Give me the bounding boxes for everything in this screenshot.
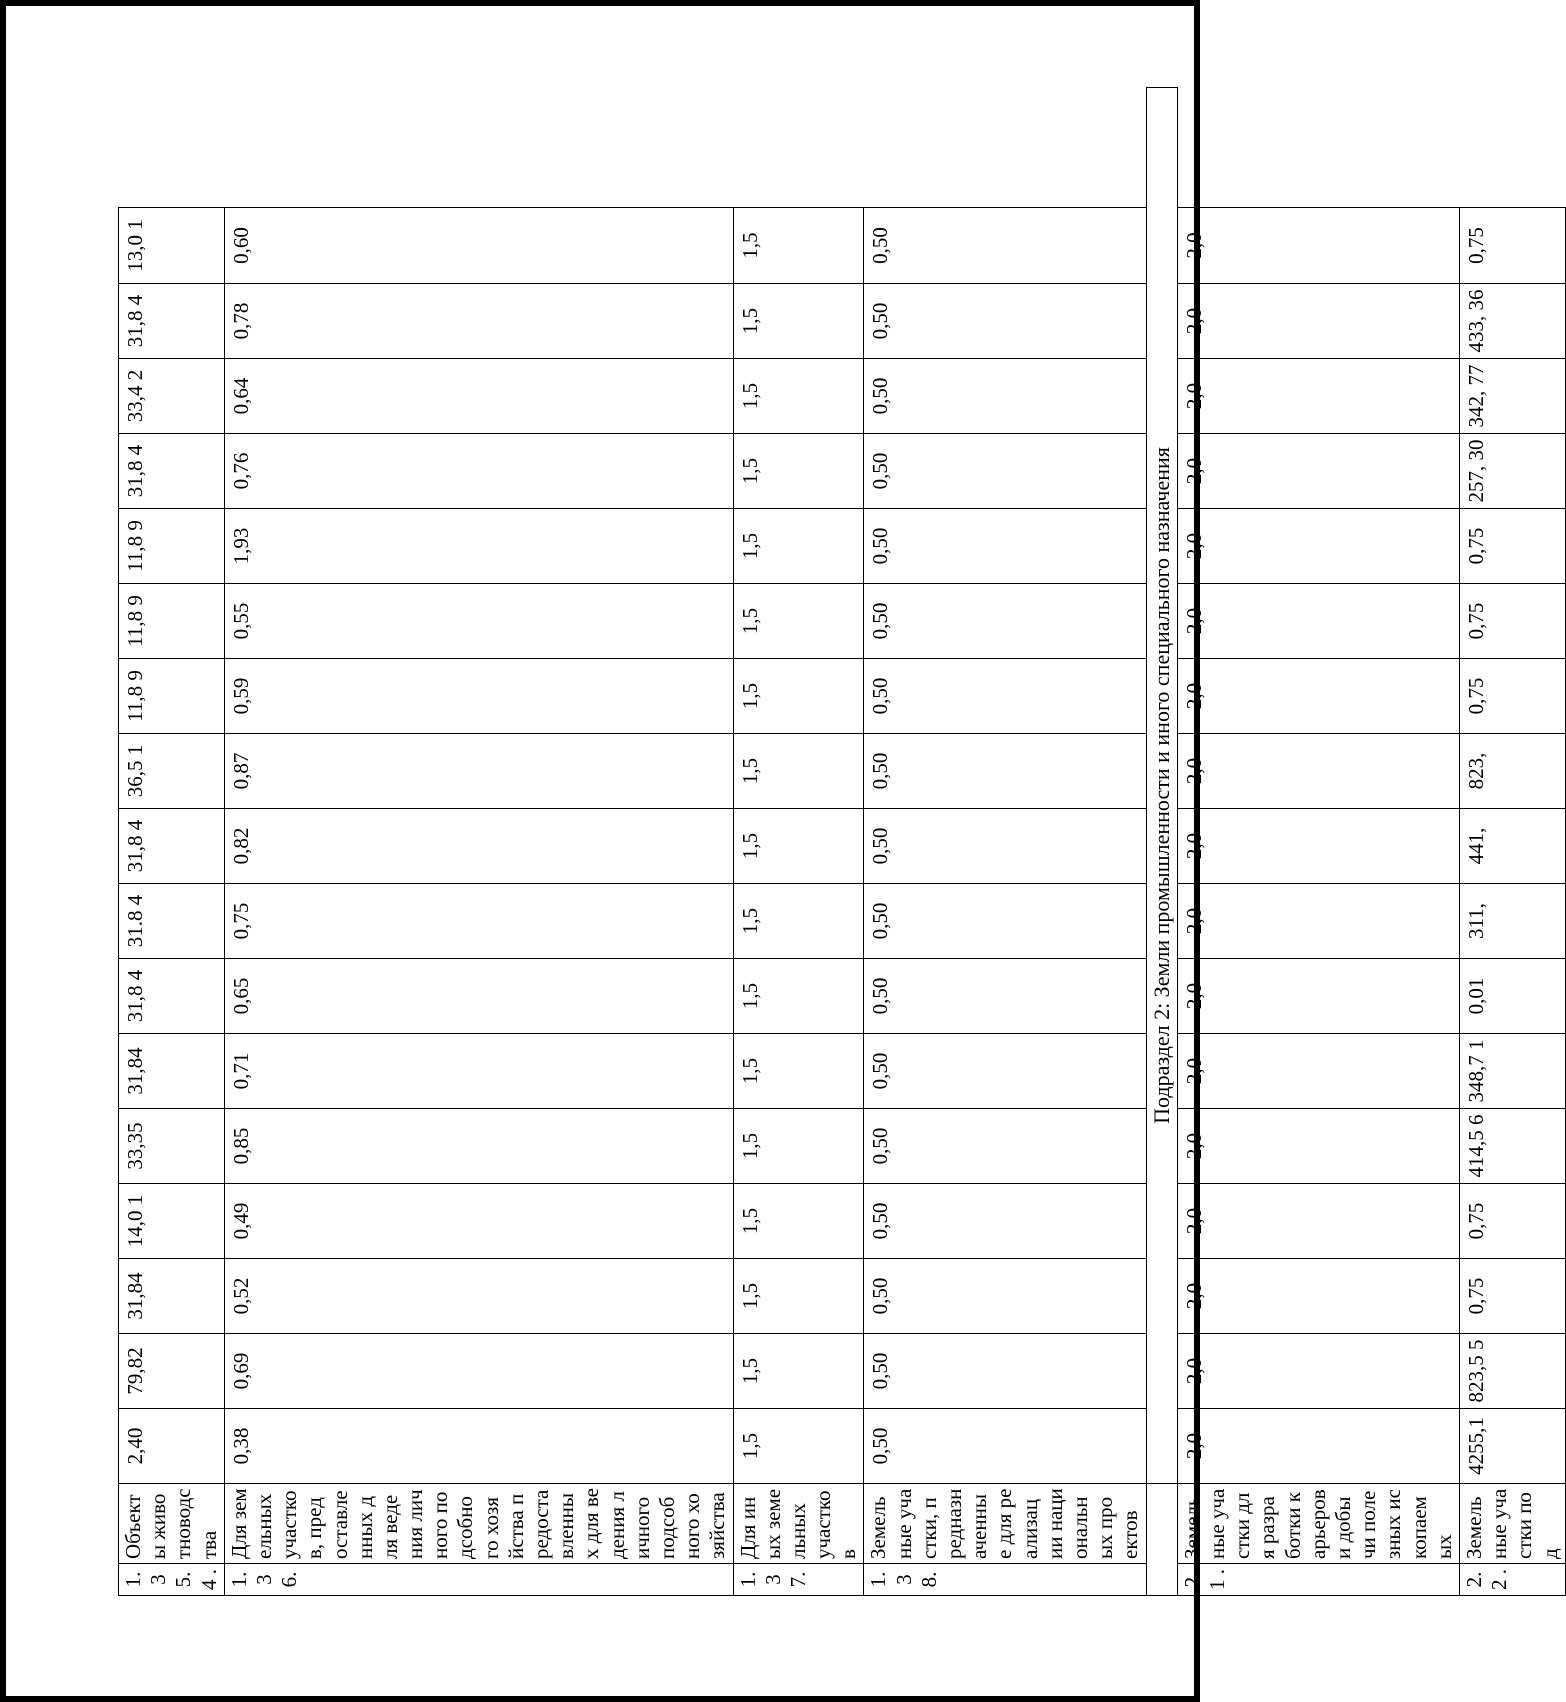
value-cell: 2,0 — [1177, 734, 1459, 809]
row-number: 1.3 8. — [864, 1564, 1146, 1596]
row-name: Земельные участки под — [1459, 1484, 1565, 1564]
value-cell: 0,75 — [1459, 1184, 1565, 1259]
row-number: 1.3 7. — [733, 1564, 864, 1596]
value-cell: 0,50 — [864, 959, 1146, 1034]
value-cell: 33,35 — [119, 1109, 225, 1184]
value-cell: 13,0 1 — [119, 208, 225, 284]
value-cell: 2,0 — [1177, 359, 1459, 434]
value-cell: 1,5 — [733, 884, 864, 959]
value-cell: 1,5 — [733, 1259, 864, 1334]
value-cell: 11,8 9 — [119, 509, 225, 584]
value-cell: 2,0 — [1177, 1184, 1459, 1259]
value-cell: 257, 30 — [1459, 434, 1565, 509]
value-cell: 0,50 — [864, 284, 1146, 359]
value-cell: 0,50 — [864, 734, 1146, 809]
table-row — [1459, 88, 1565, 1596]
value-cell: 1,5 — [733, 359, 864, 434]
value-cell: 1,5 — [733, 659, 864, 734]
value-cell: 0,75 — [224, 884, 733, 959]
value-cell: 0,50 — [864, 509, 1146, 584]
value-cell: 11,8 9 — [119, 659, 225, 734]
value-cell: 0,50 — [864, 359, 1146, 434]
value-cell: 441, — [1459, 809, 1565, 884]
value-cell: 823, — [1459, 734, 1565, 809]
value-cell: 31.8 4 — [119, 884, 225, 959]
value-cell: 2,0 — [1177, 509, 1459, 584]
value-cell: 433, 36 — [1459, 284, 1565, 359]
value-cell: 0,85 — [224, 1109, 733, 1184]
value-cell: 1,5 — [733, 959, 864, 1034]
value-cell: 0,75 — [1459, 208, 1565, 284]
value-cell: 33,4 2 — [119, 359, 225, 434]
value-cell: 1,93 — [224, 509, 733, 584]
value-cell: 342, 77 — [1459, 359, 1565, 434]
value-cell: 2,0 — [1177, 208, 1459, 284]
value-cell: 0,50 — [864, 434, 1146, 509]
row-name: Для иных земельных участков — [733, 1484, 864, 1564]
table-row — [733, 88, 864, 1596]
value-cell: 36,5 1 — [119, 734, 225, 809]
tariff-table — [118, 87, 1566, 1596]
value-cell: 0,50 — [864, 1334, 1146, 1409]
value-cell: 0,76 — [224, 434, 733, 509]
value-cell: 1,5 — [733, 1034, 864, 1109]
value-cell: 0,75 — [1459, 584, 1565, 659]
value-cell: 0,50 — [864, 1259, 1146, 1334]
value-cell: 0,50 — [864, 208, 1146, 284]
row-name: Для земельных участков, предоставленных для ведения личного подсобного хозяйства предоставленных для ведения личного подсобного хозяйства — [224, 1484, 733, 1564]
value-cell: 0,38 — [224, 1409, 733, 1484]
value-cell: 1,5 — [733, 1334, 864, 1409]
value-cell: 31,8 4 — [119, 809, 225, 884]
value-cell: 1,5 — [733, 284, 864, 359]
rotated-table-container — [118, 88, 1562, 1596]
value-cell: 1,5 — [733, 509, 864, 584]
value-cell: 31,84 — [119, 1034, 225, 1109]
value-cell: 348,7 1 — [1459, 1034, 1565, 1109]
value-cell: 0,50 — [864, 1184, 1146, 1259]
value-cell: 823,5 5 — [1459, 1334, 1565, 1409]
value-cell: 1,5 — [733, 434, 864, 509]
value-cell: 0,75 — [1459, 509, 1565, 584]
value-cell: 4255,1 — [1459, 1409, 1565, 1484]
row-number: 1.3 6. — [224, 1564, 733, 1596]
value-cell: 0,87 — [224, 734, 733, 809]
value-cell: 0,49 — [224, 1184, 733, 1259]
section-header-row — [1146, 88, 1177, 1596]
value-cell: 1,5 — [733, 584, 864, 659]
table-row — [1177, 88, 1459, 1596]
row-number: 1.3 5.4 . — [119, 1564, 225, 1596]
value-cell: 2,0 — [1177, 284, 1459, 359]
row-number: 2.2 . — [1459, 1564, 1565, 1596]
section-header-spacer — [1146, 1484, 1177, 1596]
value-cell: 31,8 4 — [119, 284, 225, 359]
value-cell: 0,75 — [1459, 659, 1565, 734]
value-cell: 0,71 — [224, 1034, 733, 1109]
table-row — [864, 88, 1146, 1596]
value-cell: 0,78 — [224, 284, 733, 359]
value-cell: 31,8 4 — [119, 959, 225, 1034]
value-cell: 79,82 — [119, 1334, 225, 1409]
value-cell: 1,5 — [733, 1409, 864, 1484]
value-cell: 2,0 — [1177, 959, 1459, 1034]
value-cell: 0,65 — [224, 959, 733, 1034]
value-cell: 31,8 4 — [119, 434, 225, 509]
value-cell: 311, — [1459, 884, 1565, 959]
value-cell: 0,60 — [224, 208, 733, 284]
value-cell: 1,5 — [733, 208, 864, 284]
row-number: 2.1 . — [1177, 1564, 1459, 1596]
value-cell: 0,50 — [864, 884, 1146, 959]
value-cell: 2,0 — [1177, 1109, 1459, 1184]
value-cell: 0,50 — [864, 1109, 1146, 1184]
value-cell: 11,8 9 — [119, 584, 225, 659]
row-name: Земельные участки для разработки карьеров и добычи полезных ископаемых — [1177, 1484, 1459, 1564]
value-cell: 31,84 — [119, 1259, 225, 1334]
value-cell: 2,0 — [1177, 1259, 1459, 1334]
section-title: Подраздел 2: Земли промышленности и иного специального назначения — [1146, 88, 1177, 1484]
value-cell: 2,0 — [1177, 1034, 1459, 1109]
value-cell: 0,82 — [224, 809, 733, 884]
value-cell: 0,50 — [864, 1409, 1146, 1484]
value-cell: 0,59 — [224, 659, 733, 734]
value-cell: 2,0 — [1177, 659, 1459, 734]
value-cell: 1,5 — [733, 1184, 864, 1259]
value-cell: 0,52 — [224, 1259, 733, 1334]
value-cell: 0,50 — [864, 809, 1146, 884]
value-cell: 0,55 — [224, 584, 733, 659]
value-cell: 14,0 1 — [119, 1184, 225, 1259]
value-cell: 0,50 — [864, 1034, 1146, 1109]
table-row — [224, 88, 733, 1596]
table-row — [119, 88, 225, 1596]
value-cell: 2,0 — [1177, 1334, 1459, 1409]
value-cell: 1,5 — [733, 734, 864, 809]
value-cell: 1,5 — [733, 809, 864, 884]
value-cell: 0,69 — [224, 1334, 733, 1409]
value-cell: 0,50 — [864, 584, 1146, 659]
value-cell: 2,0 — [1177, 434, 1459, 509]
row-name: Земельные участки, предназначенные для реализации национальных проектов — [864, 1484, 1146, 1564]
value-cell: 0,75 — [1459, 1259, 1565, 1334]
value-cell: 414,5 6 — [1459, 1109, 1565, 1184]
value-cell: 2,0 — [1177, 809, 1459, 884]
value-cell: 0,01 — [1459, 959, 1565, 1034]
value-cell: 0,64 — [224, 359, 733, 434]
value-cell: 2,0 — [1177, 884, 1459, 959]
value-cell: 0,50 — [864, 659, 1146, 734]
value-cell: 1,5 — [733, 1109, 864, 1184]
value-cell: 2,0 — [1177, 584, 1459, 659]
value-cell: 2,40 — [119, 1409, 225, 1484]
row-name: Объекты животноводства — [119, 1484, 225, 1564]
value-cell: 2,0 — [1177, 1409, 1459, 1484]
